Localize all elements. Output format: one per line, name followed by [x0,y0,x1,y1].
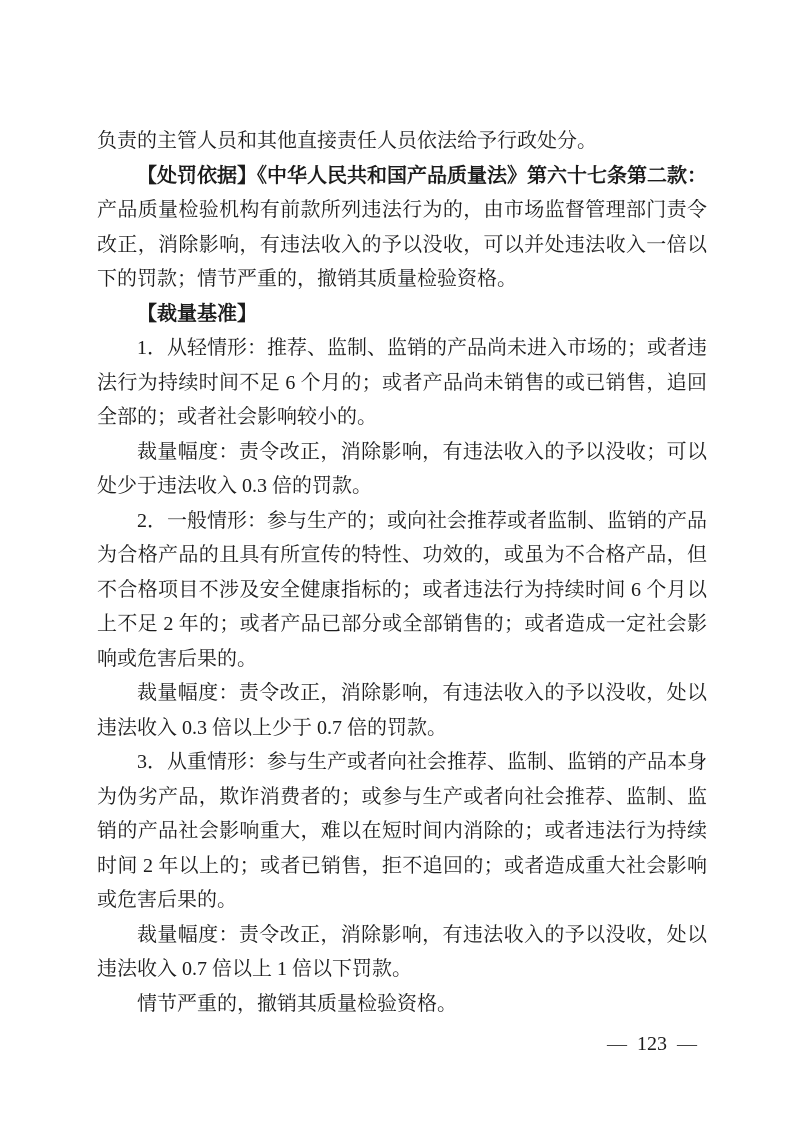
discretion-benchmark-label: 【裁量基准】 [137,302,257,325]
paragraph-discretion-benchmark-heading [97,297,707,332]
paragraph-general-circumstance: 2．一般情形：参与生产的；或向社会推荐或者监制、监销的产品为合格产品的且具有所宣传的特性、功效的，或虽为不合格产品，但不合格项目不涉及安全健康指标的；或者违法行为持续时间 6 个月以上不足 2 年的；或者产品已部分或全部销售的；或者造成一定社会影响或危害后果的。 [97,509,707,670]
paragraph-general-discretion-range: 裁量幅度：责令改正，消除影响，有违法收入的予以没收，处以违法收入 0.3 倍以上少于 0.7 倍的罚款。 [97,682,707,739]
paragraph-severe-discretion-range: 裁量幅度：责令改正，消除影响，有违法收入的予以没收，处以违法收入 0.7 倍以上 1 倍以下罚款。 [97,923,707,980]
paragraph-serious-case-note: 情节严重的，撤销其质量检验资格。 [137,992,457,1015]
penalty-basis-label: 【处罚依据】《中华人民共和国产品质量法》第六十七条第二款： [137,164,707,187]
footer-left-dash: — [607,1033,627,1055]
page-footer [607,1032,697,1056]
footer-right-dash: — [677,1033,697,1055]
paragraph-continuation: 负责的主管人员和其他直接责任人员依法给予行政处分。 [97,130,597,152]
page-number: 123 [637,1033,667,1055]
penalty-basis-text: 产品质量检验机构有前款所列违法行为的，由市场监督管理部门责令改正，消除影响，有违法收入的予以没收，可以并处违法收入一倍以下的罚款；情节严重的，撤销其质量检验资格。 [97,199,707,290]
paragraph-lenient-discretion-range: 裁量幅度：责令改正，消除影响，有违法收入的予以没收；可以处少于违法收入 0.3 倍的罚款。 [97,440,707,497]
paragraph-penalty-basis [97,159,707,297]
paragraph-severe-circumstance: 3．从重情形：参与生产或者向社会推荐、监制、监销的产品本身为伪劣产品，欺诈消费者的；或参与生产或者向社会推荐、监制、监销的产品社会影响重大，难以在短时间内消除的；或者违法行为持续时间 2 年以上的；或者已销售，拒不追回的；或者造成重大社会影响或危害后果的。 [97,751,707,911]
paragraph-lenient-circumstance: 1．从轻情形：推荐、监制、监销的产品尚未进入市场的；或者违法行为持续时间不足 6 个月的；或者产品尚未销售的或已销售，追回全部的；或者社会影响较小的。 [97,337,707,428]
document-body [97,124,707,1021]
